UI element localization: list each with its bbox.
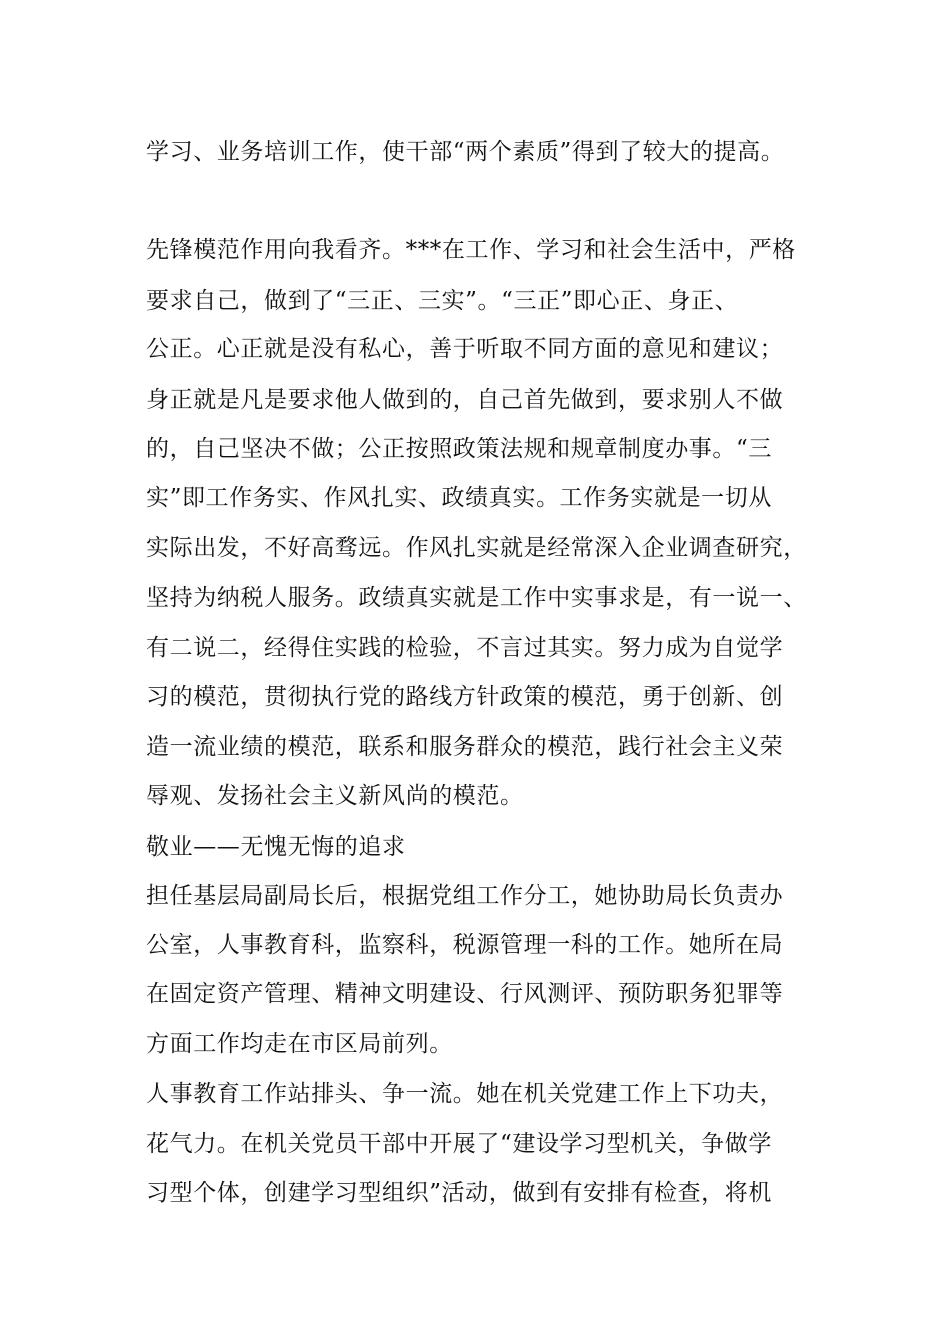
paragraph-line-7: 实”即工作务实、作风扎实、政绩真实。工作务实就是一切从 (146, 485, 772, 511)
paragraph-line-2: 先锋模范作用向我看齐。***在工作、学习和社会生活中，严格 (146, 237, 796, 263)
paragraph-line-17: 在固定资产管理、精神文明建设、行风测评、预防职务犯罪等 (146, 981, 784, 1007)
paragraph-line-13: 辱观、发扬社会主义新风尚的模范。 (146, 783, 524, 809)
paragraph-line-15: 担任基层局副局长后，根据党组工作分工，她协助局长负责办 (146, 883, 784, 909)
paragraph-line-12: 造一流业绩的模范，联系和服务群众的模范，践行社会主义荣 (146, 734, 784, 760)
paragraph-line-21: 习型个体，创建学习型组织”活动，做到有安排有检查，将机 (146, 1180, 772, 1206)
paragraph-line-10: 有二说二，经得住实践的检验，不言过其实。努力成为自觉学 (146, 635, 784, 661)
section-heading: 敬业——无愧无悔的追求 (146, 834, 406, 860)
paragraph-line-3: 要求自己，做到了“三正、三实”。“三正”即心正、身正、 (146, 288, 739, 314)
paragraph-line-5: 身正就是凡是要求他人做到的，自己首先做到，要求别人不做 (146, 387, 784, 413)
paragraph-line-4: 公正。心正就是没有私心，善于听取不同方面的意见和建议； (146, 336, 784, 362)
paragraph-line-16: 公室，人事教育科，监察科，税源管理一科的工作。她所在局 (146, 932, 784, 958)
paragraph-line-11: 习的模范，贯彻执行党的路线方针政策的模范，勇于创新、创 (146, 684, 784, 710)
paragraph-line-9: 坚持为纳税人服务。政绩真实就是工作中实事求是，有一说一、 (146, 585, 807, 611)
paragraph-line-1: 学习、业务培训工作，使干部“两个素质”得到了较大的提高。 (146, 139, 785, 165)
paragraph-line-6: 的，自己坚决不做；公正按照政策法规和规章制度办事。“三 (146, 436, 772, 462)
paragraph-line-18: 方面工作均走在市区局前列。 (146, 1031, 453, 1057)
paragraph-line-19: 人事教育工作站排头、争一流。她在机关党建工作上下功夫， (146, 1081, 784, 1107)
paragraph-line-8: 实际出发，不好高骛远。作风扎实就是经常深入企业调查研究， (146, 535, 807, 561)
paragraph-line-20: 花气力。在机关党员干部中开展了“建设学习型机关，争做学 (146, 1131, 772, 1157)
